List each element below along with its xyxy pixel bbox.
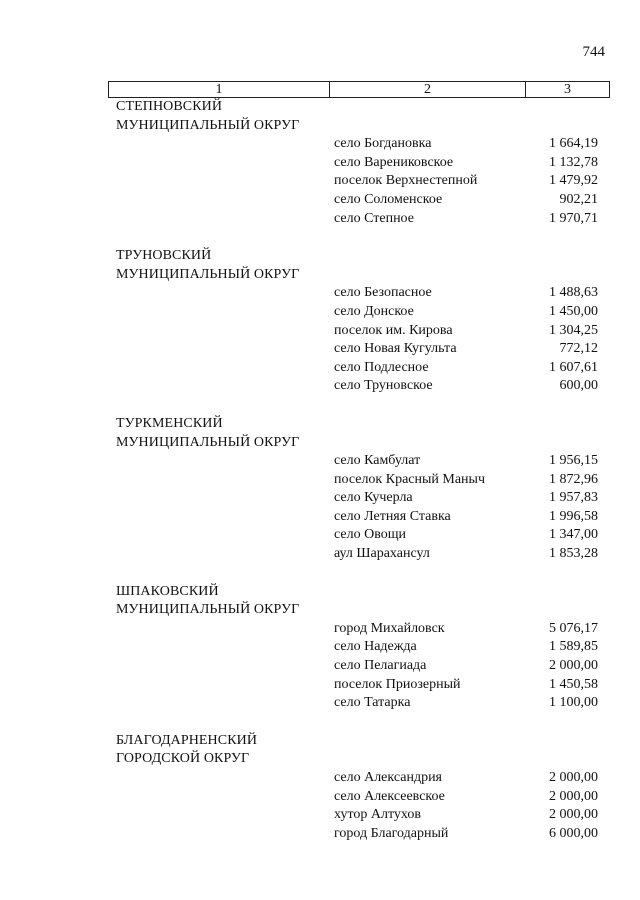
- settlement-name: село Надежда: [334, 639, 417, 655]
- amount-value: 1 853,28: [549, 546, 598, 562]
- column-header-1: 1: [109, 82, 330, 98]
- district-name-line2: МУНИЦИПАЛЬНЫЙ ОКРУГ: [116, 117, 300, 133]
- settlement-name: село Кучерла: [334, 490, 413, 506]
- table-row: [116, 806, 598, 825]
- district-section: [116, 98, 598, 228]
- settlement-name: поселок Красный Маныч: [334, 471, 485, 487]
- table-row: [116, 191, 598, 210]
- table-row: [116, 471, 598, 490]
- table-row: [116, 545, 598, 564]
- column-header-2: 2: [330, 82, 526, 98]
- amount-value: 1 607,61: [549, 359, 598, 375]
- district-name: [116, 732, 316, 769]
- table-row: [116, 135, 598, 154]
- settlement-name: село Пелагиада: [334, 658, 427, 674]
- table-row: [116, 377, 598, 396]
- district-section: [116, 583, 598, 713]
- district-section: [116, 732, 598, 844]
- district-name: [116, 98, 316, 135]
- table-row: [116, 526, 598, 545]
- table-row: [116, 452, 598, 471]
- settlement-name: село Труновское: [334, 378, 433, 394]
- amount-value: 1 589,85: [549, 639, 598, 655]
- column-header-3: 3: [526, 82, 610, 98]
- settlement-name: село Алексеевское: [334, 788, 445, 804]
- table-row: [116, 303, 598, 322]
- document-body: [116, 98, 598, 862]
- settlement-name: село Овощи: [334, 527, 406, 543]
- settlement-name: хутор Алтухов: [334, 807, 422, 823]
- settlement-name: село Варениковское: [334, 154, 454, 170]
- table-row: [116, 638, 598, 657]
- table-row: [116, 210, 598, 229]
- amount-value: 1 970,71: [549, 210, 598, 226]
- settlement-name: село Новая Кугульта: [334, 341, 457, 357]
- amount-value: 1 100,00: [549, 695, 598, 711]
- table-row: [116, 676, 598, 695]
- amount-value: 772,12: [559, 341, 598, 357]
- settlement-name: город Благодарный: [334, 825, 449, 841]
- district-name: [116, 247, 316, 284]
- table-row: [116, 322, 598, 341]
- district-name-line2: МУНИЦИПАЛЬНЫЙ ОКРУГ: [116, 434, 300, 450]
- amount-value: 1 479,92: [549, 173, 598, 189]
- amount-value: 1 957,83: [549, 490, 598, 506]
- table-row: [116, 284, 598, 303]
- district-section: [116, 415, 598, 564]
- settlement-name: аул Шарахансул: [334, 546, 430, 562]
- table-row: [116, 359, 598, 378]
- amount-value: 1 488,63: [549, 285, 598, 301]
- district-name-line1: БЛАГОДАРНЕНСКИЙ: [116, 732, 258, 748]
- district-name: [116, 415, 316, 452]
- amount-value: 1 347,00: [549, 527, 598, 543]
- district-name-line2: МУНИЦИПАЛЬНЫЙ ОКРУГ: [116, 266, 300, 282]
- table-row: [116, 694, 598, 713]
- table-row: [116, 788, 598, 807]
- district-name-line2: МУНИЦИПАЛЬНЫЙ ОКРУГ: [116, 602, 300, 618]
- settlement-name: село Соломенское: [334, 191, 443, 207]
- page-number: 744: [582, 44, 605, 60]
- district-name-line1: ТРУНОВСКИЙ: [116, 248, 212, 264]
- amount-value: 2 000,00: [549, 807, 598, 823]
- table-row: [116, 489, 598, 508]
- table-row: [116, 508, 598, 527]
- table-row: [116, 825, 598, 844]
- settlement-name: село Татарка: [334, 695, 411, 711]
- amount-value: 1 996,58: [549, 508, 598, 524]
- amount-value: 1 304,25: [549, 322, 598, 338]
- amount-value: 1 956,15: [549, 453, 598, 469]
- settlement-name: город Михайловск: [334, 620, 445, 636]
- district-name-line1: ШПАКОВСКИЙ: [116, 583, 219, 599]
- amount-value: 600,00: [559, 378, 598, 394]
- amount-value: 2 000,00: [549, 770, 598, 785]
- settlement-name: село Богдановка: [334, 136, 432, 152]
- table-row: [116, 769, 598, 788]
- column-header-row: [109, 82, 610, 98]
- table-row: [116, 620, 598, 639]
- table-row: [116, 657, 598, 676]
- district-name-line1: СТЕПНОВСКИЙ: [116, 99, 223, 114]
- table-row: [116, 340, 598, 359]
- amount-value: 5 076,17: [549, 620, 598, 636]
- amount-value: 1 450,58: [549, 676, 598, 692]
- district-name: [116, 583, 316, 620]
- settlement-name: поселок Верхнестепной: [334, 173, 478, 189]
- settlement-name: село Степное: [334, 210, 414, 226]
- amount-value: 902,21: [559, 191, 598, 207]
- district-name-line2: ГОРОДСКОЙ ОКРУГ: [116, 751, 250, 767]
- settlement-name: село Камбулат: [334, 453, 421, 469]
- amount-value: 6 000,00: [549, 825, 598, 841]
- district-name-line1: ТУРКМЕНСКИЙ: [116, 415, 223, 431]
- table-row: [116, 172, 598, 191]
- settlement-name: село Донское: [334, 303, 414, 319]
- settlement-name: село Александрия: [334, 770, 442, 785]
- amount-value: 1 664,19: [549, 136, 598, 152]
- amount-value: 1 132,78: [549, 154, 598, 170]
- district-section: [116, 247, 598, 396]
- column-header-table: [108, 81, 610, 98]
- amount-value: 1 450,00: [549, 303, 598, 319]
- amount-value: 1 872,96: [549, 471, 598, 487]
- settlement-name: поселок им. Кирова: [334, 322, 453, 338]
- amount-value: 2 000,00: [549, 788, 598, 804]
- settlement-name: поселок Приозерный: [334, 676, 461, 692]
- settlement-name: село Летняя Ставка: [334, 508, 451, 524]
- settlement-name: село Подлесное: [334, 359, 429, 375]
- table-row: [116, 154, 598, 173]
- settlement-name: село Безопасное: [334, 285, 432, 301]
- amount-value: 2 000,00: [549, 658, 598, 674]
